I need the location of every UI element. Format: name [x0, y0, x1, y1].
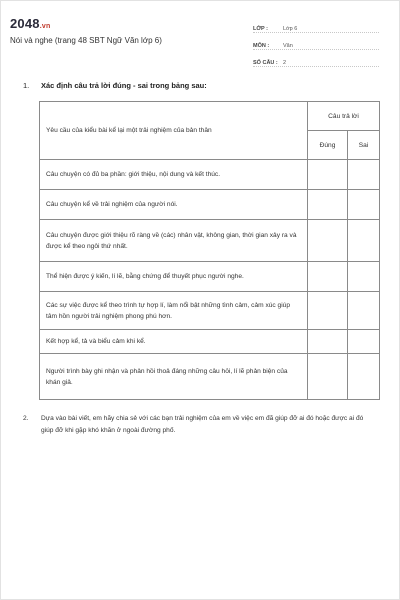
question-2 [23, 413, 373, 437]
requirement-text: Kết hợp kể, tả và biểu cảm khi kể. [40, 330, 308, 354]
logo-suffix-text: .vn [39, 23, 51, 30]
header-answer-group: Câu trả lời [308, 102, 380, 131]
meta-label-question-count: SỐ CÂU : [253, 60, 278, 66]
worksheet-meta [253, 16, 379, 67]
question-1-text: Xác định câu trả lời đúng - sai trong bảng sau: [41, 81, 207, 90]
table-row [40, 160, 380, 190]
requirement-text: Câu chuyện kể về trải nghiệm của người nói. [40, 190, 308, 220]
table-row [40, 190, 380, 220]
site-logo[interactable] [10, 16, 50, 31]
table-header-row [40, 102, 380, 131]
lesson-title: Nói và nghe (trang 48 SBT Ngữ Văn lớp 6) [10, 36, 162, 45]
table-row [40, 330, 380, 354]
question-1 [23, 81, 207, 90]
false-answer-cell[interactable] [348, 330, 380, 354]
true-answer-cell[interactable] [308, 190, 348, 220]
meta-label-class: LỚP : [253, 26, 268, 32]
requirement-text: Các sự việc được kể theo trình tự hợp lí, làm nổi bật những tình cảm, cảm xúc giúp tâm hồn người trải nghiệm phong phú hơn. [40, 292, 308, 330]
meta-value-class: Lớp 6 [283, 26, 298, 32]
false-answer-cell[interactable] [348, 220, 380, 262]
true-answer-cell[interactable] [308, 262, 348, 292]
question-1-number: 1. [23, 81, 30, 90]
requirement-text: Câu chuyện có đủ ba phần: giới thiệu, nội dung và kết thúc. [40, 160, 308, 190]
true-answer-cell[interactable] [308, 220, 348, 262]
header-false: Sai [348, 131, 380, 160]
meta-value-question-count: 2 [283, 60, 287, 66]
header-requirement: Yêu cầu của kiểu bài kể lại một trải nghiệm của bản thân [40, 102, 308, 160]
question-2-text: Dựa vào bài viết, em hãy chia sẻ với các bạn trải nghiệm của em về việc em đã giúp đỡ ai đó hoặc được ai đó giúp đỡ khi gặp khó khăn ở ngoài đường phố. [41, 415, 364, 434]
meta-row-subject [253, 33, 379, 50]
table-row [40, 262, 380, 292]
question-2-number: 2. [23, 415, 29, 422]
false-answer-cell[interactable] [348, 190, 380, 220]
meta-row-question-count [253, 50, 379, 67]
false-answer-cell[interactable] [348, 262, 380, 292]
meta-row-class [253, 16, 379, 33]
false-answer-cell[interactable] [348, 292, 380, 330]
meta-label-subject: MÔN : [253, 43, 270, 49]
false-answer-cell[interactable] [348, 160, 380, 190]
true-false-table [39, 101, 380, 400]
requirement-text: Câu chuyện được giới thiệu rõ ràng về (các) nhân vật, không gian, thời gian xảy ra và được kể theo ngôi thứ nhất. [40, 220, 308, 262]
false-answer-cell[interactable] [348, 354, 380, 400]
requirement-text: Thể hiện được ý kiến, lí lẽ, bằng chứng để thuyết phục người nghe. [40, 262, 308, 292]
meta-value-subject: Văn [283, 43, 293, 49]
logo-main-text: 2048 [10, 16, 40, 31]
header-true: Đúng [308, 131, 348, 160]
table-row [40, 354, 380, 400]
table-row [40, 292, 380, 330]
true-answer-cell[interactable] [308, 160, 348, 190]
table-row [40, 220, 380, 262]
true-answer-cell[interactable] [308, 330, 348, 354]
true-answer-cell[interactable] [308, 354, 348, 400]
true-answer-cell[interactable] [308, 292, 348, 330]
requirement-text: Người trình bày ghi nhận và phản hồi thoả đáng những câu hỏi, lí lẽ phản biện của khán giả. [40, 354, 308, 400]
